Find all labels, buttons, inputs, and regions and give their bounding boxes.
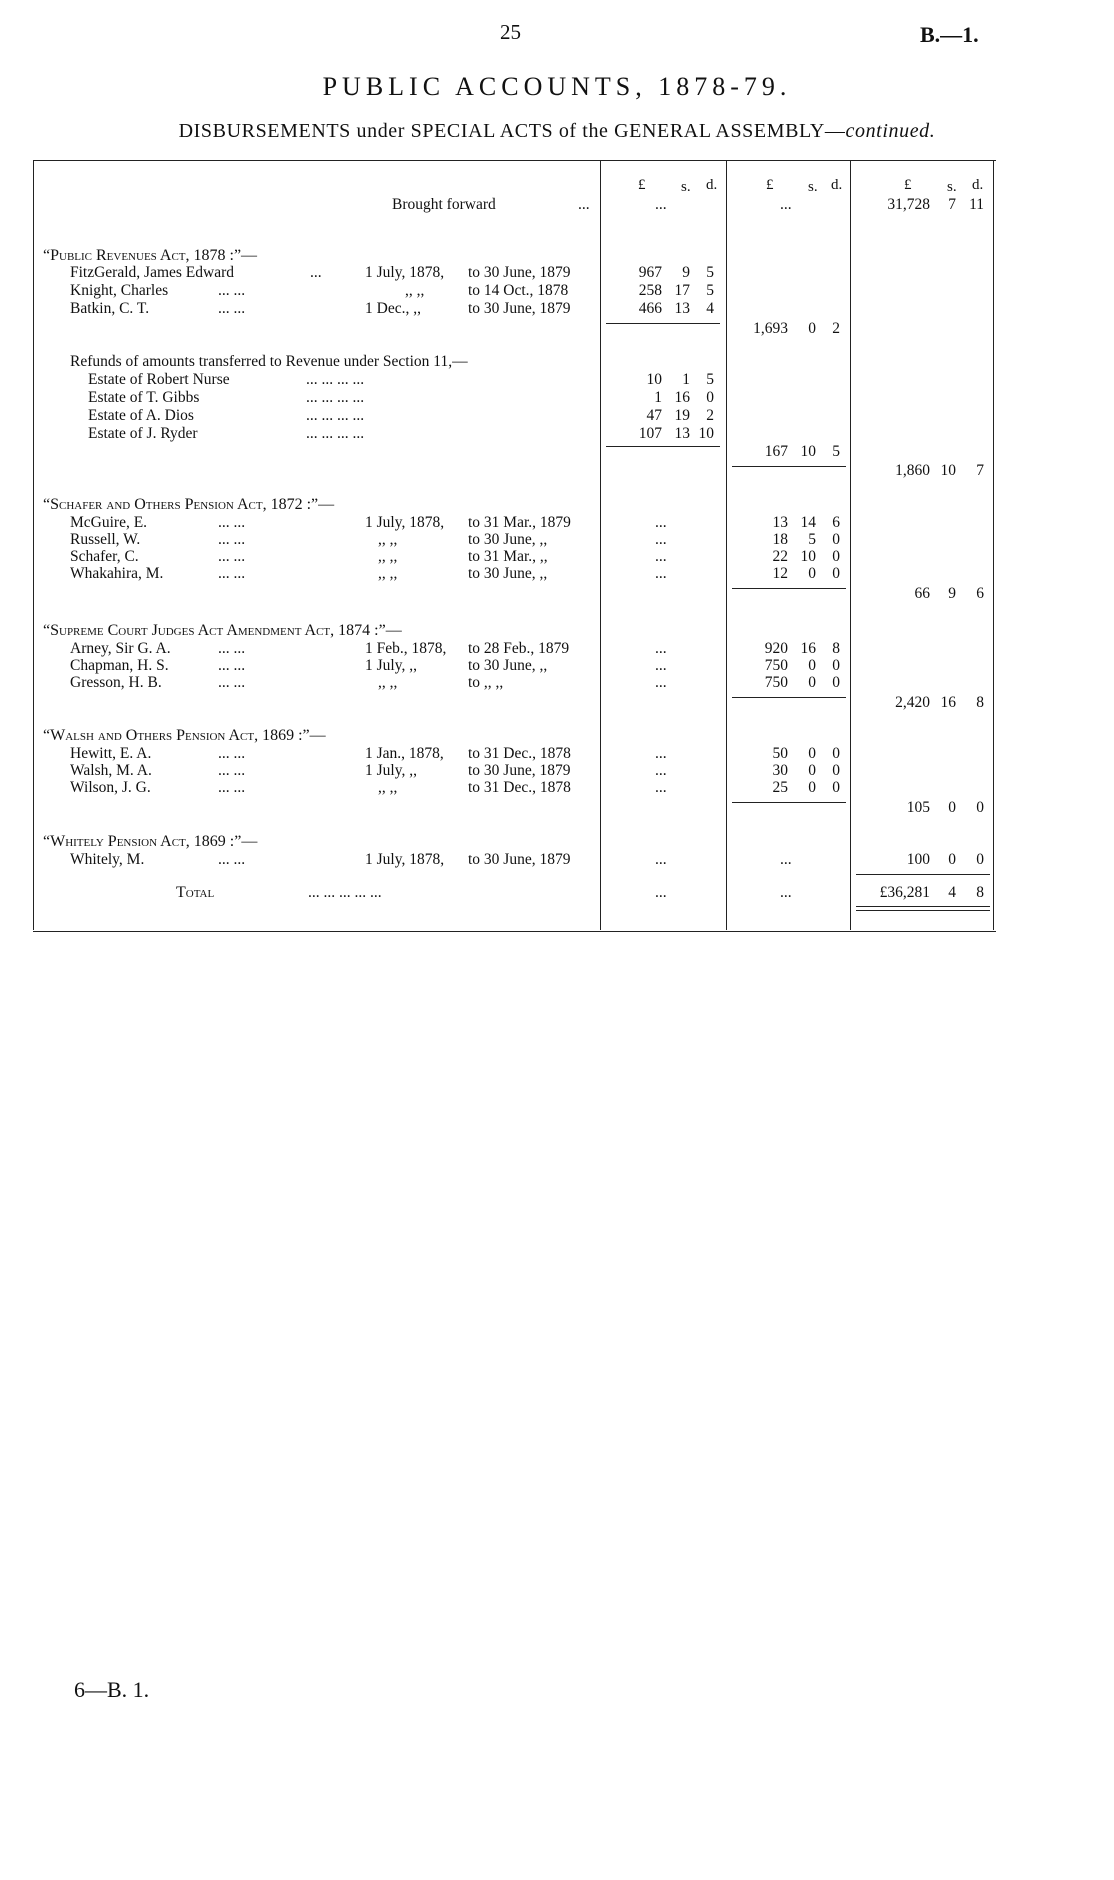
amount-shillings: 9: [682, 264, 690, 281]
amount-pounds: 258: [638, 282, 662, 299]
period-from: 1 July, ,,: [365, 657, 417, 674]
amount-pounds: 25: [772, 779, 788, 796]
estate-name: Estate of T. Gibbs: [88, 389, 200, 406]
grand-total-label: Total: [176, 884, 215, 901]
amount-shillings: 0: [808, 762, 816, 779]
col1-dots: ...: [655, 779, 667, 796]
col1-dots: ...: [655, 674, 667, 691]
row-dots: ... ...: [218, 640, 246, 657]
amount-pounds: 18: [772, 531, 788, 548]
subtitle-suffix: continued.: [845, 120, 936, 142]
period-from: ,, ,,: [378, 674, 398, 691]
period-to: to 30 June, ,,: [468, 657, 548, 674]
col2-pounds-header: £: [766, 177, 774, 193]
amount-pence: 0: [832, 762, 840, 779]
payee-name: FitzGerald, James Edward: [70, 264, 234, 281]
table-left-rule: [33, 160, 34, 930]
section-total-pence: 8: [976, 694, 984, 711]
row-dots: ... ... ... ...: [306, 407, 365, 424]
amount-shillings: 10: [800, 548, 816, 565]
amount-pounds: 750: [764, 674, 788, 691]
row-dots: ... ...: [218, 851, 246, 868]
amount-pounds: 466: [638, 300, 662, 317]
page-number: 25: [500, 20, 521, 44]
amount-shillings: 14: [800, 514, 816, 531]
amount-shillings: 0: [808, 745, 816, 762]
brought-forward-dots: ...: [578, 196, 590, 213]
col3-shillings-header: s.: [947, 179, 957, 195]
col1-dots: ...: [655, 514, 667, 531]
period-from: 1 Feb., 1878,: [365, 640, 447, 657]
amount-shillings: 17: [674, 282, 690, 299]
amount-pence: 0: [976, 851, 984, 868]
amount-pence: 0: [832, 674, 840, 691]
amount-pounds: 107: [638, 425, 662, 442]
amount-pence: 0: [832, 657, 840, 674]
table-right-rule: [993, 160, 994, 930]
amount-pounds: 12: [772, 565, 788, 582]
amount-pence: 2: [706, 407, 714, 424]
amount-pounds: 47: [646, 407, 662, 424]
row-dots: ... ... ... ...: [306, 389, 365, 406]
payee-name: Whakahira, M.: [70, 565, 164, 582]
amount-pence: 0: [832, 779, 840, 796]
total-rule: [732, 802, 846, 803]
section-heading: “Whitely Pension Act, 1869 :”—: [43, 833, 258, 850]
col1-dots: ...: [655, 565, 667, 582]
col2-shillings-header: s.: [808, 179, 818, 195]
section-total-pounds: 1,860: [895, 462, 930, 479]
payee-name: Wilson, J. G.: [70, 779, 151, 796]
period-to: to 31 Mar., ,,: [468, 548, 548, 565]
amount-pence: 4: [706, 300, 714, 317]
payee-name: Batkin, C. T.: [70, 300, 150, 317]
grand-total-double-rule-1: [856, 906, 990, 907]
section-total-pounds: 2,420: [895, 694, 930, 711]
payee-name: Whitely, M.: [70, 851, 145, 868]
section-total-shillings: 9: [948, 585, 956, 602]
col2-dots: ...: [780, 851, 792, 868]
period-from: ,, ,,: [378, 548, 398, 565]
grand-total-shillings: 4: [948, 884, 956, 901]
period-to: to 28 Feb., 1879: [468, 640, 570, 657]
period-from: 1 Jan., 1878,: [365, 745, 444, 762]
col1-pounds-header: £: [638, 177, 646, 193]
amount-shillings: 19: [674, 407, 690, 424]
row-dots: ... ...: [218, 674, 246, 691]
row-dots: ... ... ... ... ...: [308, 884, 382, 901]
col1-dots: ...: [655, 851, 667, 868]
period-to: to ,, ,,: [468, 674, 504, 691]
period-to: to 31 Dec., 1878: [468, 779, 571, 796]
period-to: to 30 June, 1879: [468, 762, 571, 779]
period-from: 1 July, ,,: [365, 762, 417, 779]
payee-name: Gresson, H. B.: [70, 674, 162, 691]
amount-pence: 0: [832, 548, 840, 565]
subtotal-pence: 2: [832, 320, 840, 337]
row-dots: ... ... ... ...: [306, 371, 365, 388]
grand-total-pence: 8: [976, 884, 984, 901]
col2-dots: ...: [780, 884, 792, 901]
amount-pence: 0: [832, 745, 840, 762]
grand-total-pounds: £36,281: [879, 884, 930, 901]
amount-pounds: 50: [772, 745, 788, 762]
col1-dots: ...: [655, 745, 667, 762]
payee-name: Knight, Charles: [70, 282, 169, 299]
refunds-heading: Refunds of amounts transferred to Revenue under Section 11,—: [70, 353, 468, 370]
payee-name: Chapman, H. S.: [70, 657, 169, 674]
payee-name: McGuire, E.: [70, 514, 148, 531]
amount-shillings: 0: [808, 565, 816, 582]
document-reference: B.—1.: [920, 22, 979, 47]
row-dots: ... ...: [218, 514, 246, 531]
amount-pounds: 750: [764, 657, 788, 674]
subtotal-rule: [606, 323, 720, 324]
subtotal-rule: [606, 446, 720, 447]
section-total-shillings: 0: [948, 799, 956, 816]
amount-shillings: 0: [808, 657, 816, 674]
col1-divider: [600, 160, 601, 930]
amount-pence: 0: [832, 531, 840, 548]
estate-name: Estate of A. Dios: [88, 407, 194, 424]
amount-pounds: 30: [772, 762, 788, 779]
amount-pence: 8: [832, 640, 840, 657]
period-to: to 30 June, 1879: [468, 851, 571, 868]
amount-shillings: 1: [682, 371, 690, 388]
row-dots: ... ...: [218, 779, 246, 796]
section-total-pounds: 66: [914, 585, 930, 602]
amount-pounds: 100: [906, 851, 930, 868]
period-from: ,, ,,: [378, 565, 398, 582]
payee-name: Russell, W.: [70, 531, 141, 548]
section-total-pence: 0: [976, 799, 984, 816]
period-from: ,, ,,: [378, 779, 398, 796]
col1-pence-header: d.: [706, 177, 718, 193]
page-title: PUBLIC ACCOUNTS, 1878-79.: [322, 72, 792, 101]
amount-shillings: 16: [674, 389, 690, 406]
col3-divider: [850, 160, 851, 930]
col3-pounds-header: £: [904, 177, 912, 193]
section-total-shillings: 16: [940, 694, 956, 711]
section-total-pence: 7: [976, 462, 984, 479]
section-heading: “Walsh and Others Pension Act, 1869 :”—: [43, 727, 326, 744]
subtotal-shillings: 0: [808, 320, 816, 337]
table-bottom-rule: [33, 931, 996, 932]
total-rule: [732, 697, 846, 698]
subtotal-pence: 5: [832, 443, 840, 460]
amount-shillings: 13: [674, 425, 690, 442]
amount-pence: 0: [706, 389, 714, 406]
row-dots: ... ...: [218, 762, 246, 779]
row-dots: ... ...: [218, 745, 246, 762]
period-from: ,, ,,: [378, 531, 398, 548]
subtitle-main: DISBURSEMENTS under SPECIAL ACTS of the GENERAL ASSEMBLY—: [178, 120, 846, 142]
brought-forward-col1: ...: [655, 196, 667, 213]
col1-dots: ...: [655, 640, 667, 657]
col1-shillings-header: s.: [681, 179, 691, 195]
amount-shillings: 0: [808, 779, 816, 796]
table-top-rule: [33, 160, 996, 161]
amount-shillings: 0: [808, 674, 816, 691]
section-total-pence: 6: [976, 585, 984, 602]
amount-shillings: 0: [948, 851, 956, 868]
amount-pence: 5: [706, 264, 714, 281]
section-heading: “Schafer and Others Pension Act, 1872 :”—: [43, 496, 335, 513]
period-from: 1 July, 1878,: [365, 264, 445, 281]
amount-pounds: 10: [646, 371, 662, 388]
payee-name: Schafer, C.: [70, 548, 139, 565]
period-to: to 31 Mar., 1879: [468, 514, 571, 531]
col1-dots: ...: [655, 548, 667, 565]
amount-pence: 6: [832, 514, 840, 531]
col1-dots: ...: [655, 531, 667, 548]
row-dots: ... ... ... ...: [306, 425, 365, 442]
row-dots: ... ...: [218, 531, 246, 548]
page-subtitle: [0, 120, 1114, 143]
row-dots: ... ...: [218, 548, 246, 565]
payee-name: Hewitt, E. A.: [70, 745, 152, 762]
col1-dots: ...: [655, 762, 667, 779]
grand-total-double-rule-2: [856, 910, 990, 911]
period-from: 1 July, 1878,: [365, 514, 445, 531]
period-from: 1 Dec., ,,: [365, 300, 421, 317]
subtotal-pounds: 1,693: [753, 320, 788, 337]
period-to: to 30 June, ,,: [468, 531, 548, 548]
estate-name: Estate of J. Ryder: [88, 425, 198, 442]
section-total-shillings: 10: [940, 462, 956, 479]
section-heading: “Supreme Court Judges Act Amendment Act, 1874 :”—: [43, 622, 402, 639]
estate-name: Estate of Robert Nurse: [88, 371, 230, 388]
amount-pence: 5: [706, 282, 714, 299]
payee-name: Arney, Sir G. A.: [70, 640, 171, 657]
amount-pence: 10: [698, 425, 714, 442]
brought-forward-shillings: 7: [948, 196, 956, 213]
section-heading: “Public Revenues Act, 1878 :”—: [43, 247, 258, 264]
amount-shillings: 5: [808, 531, 816, 548]
period-from: ,, ,,: [405, 282, 425, 299]
payee-name: Walsh, M. A.: [70, 762, 152, 779]
row-dots: ... ...: [218, 300, 246, 317]
row-dots: ...: [310, 264, 322, 281]
total-rule: [732, 588, 846, 589]
col1-dots: ...: [655, 657, 667, 674]
total-rule: [732, 466, 846, 467]
period-to: to 30 June, 1879: [468, 300, 571, 317]
amount-shillings: 16: [800, 640, 816, 657]
col3-pence-header: d.: [972, 177, 984, 193]
brought-forward-col2: ...: [780, 196, 792, 213]
amount-pounds: 967: [638, 264, 662, 281]
period-to: to 30 June, 1879: [468, 264, 571, 281]
subtotal-shillings: 10: [800, 443, 816, 460]
period-to: to 31 Dec., 1878: [468, 745, 571, 762]
amount-pounds: 920: [764, 640, 788, 657]
subtotal-pounds: 167: [764, 443, 788, 460]
row-dots: ... ...: [218, 282, 246, 299]
brought-forward-label: Brought forward: [392, 196, 496, 213]
page-footer: 6—B. 1.: [74, 1677, 150, 1702]
col1-dots: ...: [655, 884, 667, 901]
period-to: to 30 June, ,,: [468, 565, 548, 582]
brought-forward-pence: 11: [969, 196, 984, 213]
row-dots: ... ...: [218, 657, 246, 674]
col2-divider: [726, 160, 727, 930]
row-dots: ... ...: [218, 565, 246, 582]
amount-pounds: 1: [654, 389, 662, 406]
amount-pounds: 13: [772, 514, 788, 531]
amount-shillings: 13: [674, 300, 690, 317]
section-total-pounds: 105: [906, 799, 930, 816]
amount-pence: 5: [706, 371, 714, 388]
col2-pence-header: d.: [831, 177, 843, 193]
grand-total-top-rule: [856, 874, 990, 875]
period-to: to 14 Oct., 1878: [468, 282, 569, 299]
brought-forward-pounds: 31,728: [887, 196, 930, 213]
period-from: 1 July, 1878,: [365, 851, 445, 868]
amount-pence: 0: [832, 565, 840, 582]
amount-pounds: 22: [772, 548, 788, 565]
